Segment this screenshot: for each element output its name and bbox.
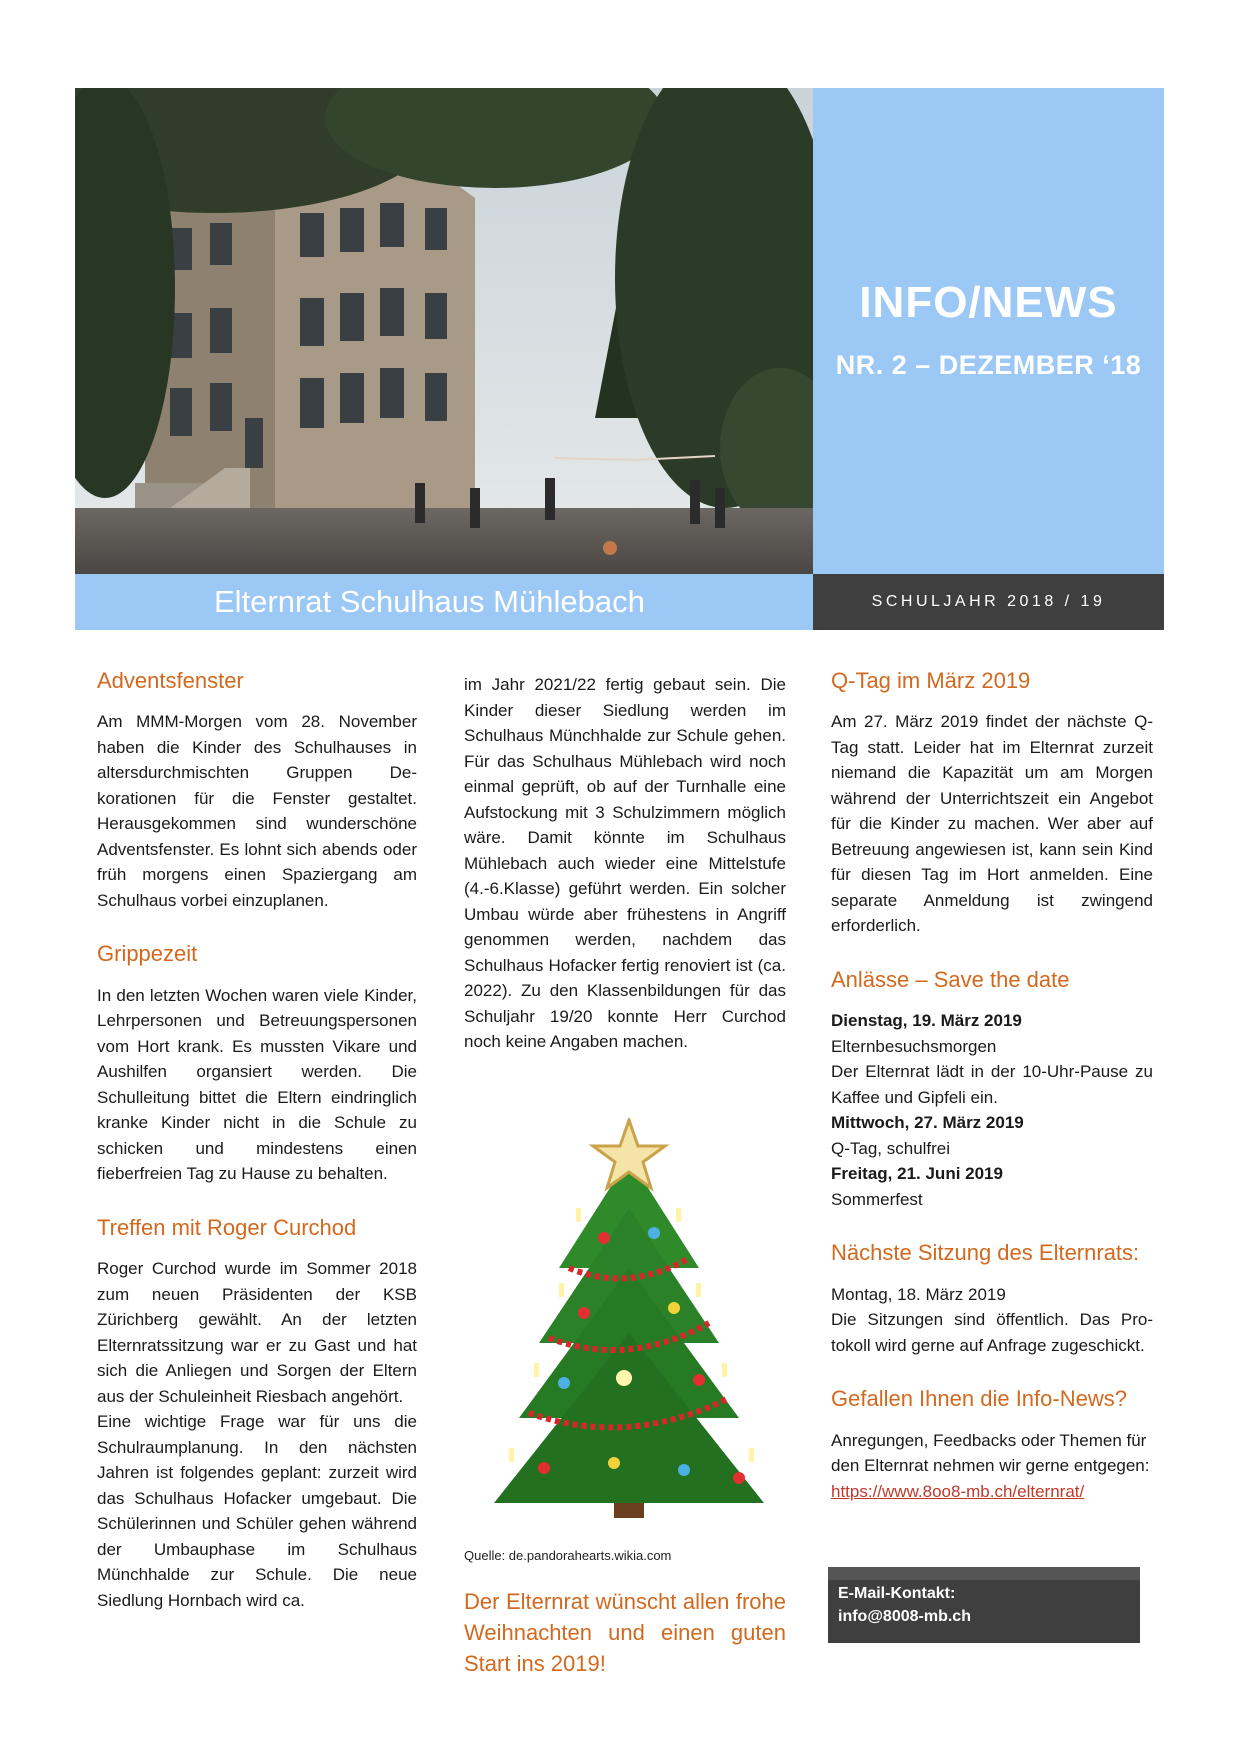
section-qtag	[831, 668, 1153, 939]
section-flu	[97, 941, 417, 1186]
event-list	[831, 1008, 1153, 1212]
section-text: Roger Curchod wurde im Sommer 2018 zum neuen Präsidenten der KSB Zürichberg gewählt. An der letzten Elternratssitzung war er zu Gast und hat sich die Anliegen und Sorgen der Eltern aus der Schuleinheit Riesbach angehört.	[97, 1259, 417, 1406]
contact-box	[828, 1567, 1140, 1643]
school-year: SCHULJAHR 2018 / 19	[871, 593, 1106, 610]
organisation-band	[75, 574, 813, 630]
event-description: Q-Tag, schulfrei	[831, 1138, 951, 1158]
event-date: Mittwoch, 27. März 2019	[831, 1113, 1024, 1133]
section-events	[831, 967, 1153, 1212]
section-text: Am MMM-Morgen vom 28. November haben die Kinder des Schulhauses in altersdurchmischten Gruppen Dekorationen für die Fenster gestaltet. Herausgekommen sind wunderschöne Adventsfenster. Es lohnt sich abends oder früh morgens einen Spaziergang am Schulhaus vorbei einzuplanen.	[97, 712, 417, 910]
school-year-band	[813, 574, 1164, 630]
section-next-meeting	[831, 1240, 1153, 1358]
section-heading: Grippezeit	[97, 941, 198, 967]
event-description: Sommerfest	[831, 1189, 923, 1209]
elternrat-link[interactable]: https://www.8oo8-mb.ch/elternrat/	[831, 1481, 1085, 1501]
column-right	[831, 668, 1153, 1532]
school-building-photo	[75, 88, 813, 574]
event-date: Dienstag, 19. März 2019	[831, 1011, 1022, 1031]
event-date: Freitag, 21. Juni 2019	[831, 1164, 1003, 1184]
contact-label: E-Mail-Kontakt:	[838, 1585, 956, 1602]
section-heading: Q-Tag im März 2019	[831, 668, 1031, 693]
section-heading: Anlässe – Save the date	[831, 966, 1070, 992]
newsletter-title: INFO/NEWS	[859, 278, 1118, 327]
section-heading: Gefallen Ihnen die Info-News?	[831, 1386, 1127, 1412]
masthead-panel	[813, 88, 1164, 574]
column-left	[97, 668, 417, 1641]
contact-email[interactable]: info@8008-mb.ch	[838, 1608, 971, 1625]
column-middle	[464, 672, 786, 1055]
contact-box-bar	[828, 1567, 1140, 1580]
continued-text: im Jahr 2021/22 fertig gebaut sein. Die Kinder dieser Siedlung werden im Schulhaus Münchhalde zur Schule gehen. Für das Schulhaus Mühlebach wird noch einmal geprüft, ob auf der Turnhalle eine Aufstockung mit 3 Schulzimmern möglich wäre. Damit könnte im Schulhaus Mühlebach auch wieder eine Mittelstufe (4.-6.Klasse) geführt werden. Ein solcher Umbau würde aber frühestens in Angriff genommen werden, nachdem das Schulhaus Hofacker fertig renoviert ist (ca. 2022). Zu den Klassenbildungen für das Schuljahr 19/20 konnte Herr Curchod noch keine Angaben machen.	[464, 675, 786, 1051]
section-text: Eine wichtige Frage war für uns die Schulraumplanung. In den nächsten Jahren ist folgendes geplant: zurzeit wird das Schulhaus Hofacker umgebaut. Die Schülerinnen und Schüler gehen während der Umbauphase im Schulhaus Münchhalde zur Schule. Die neue Siedlung Hornbach wird ca.	[97, 1412, 417, 1610]
event-description: Elternbesuchsmorgen	[831, 1036, 997, 1056]
section-text: In den letzten Wochen waren viele Kinder, Lehrpersonen und Betreuungspersonen vom Hort krank. Es mussten Vikare und Aushilfen organsiert werden. Die Schulleitung bittet die Eltern eindringlich kranke Kinder nicht in die Schule zu schicken und mindestens einen fieberfreien Tag zu Hause zu behalten.	[97, 985, 417, 1184]
christmas-tree-image	[464, 1118, 794, 1528]
section-text: Die Sitzungen sind öffentlich. Das Protokoll wird gerne auf Anfrage zugeschickt.	[831, 1310, 1153, 1355]
section-advent	[97, 668, 417, 913]
image-source: Quelle: de.pandorahearts.wikia.com	[464, 1548, 672, 1563]
meeting-date: Montag, 18. März 2019	[831, 1284, 1006, 1304]
section-feedback	[831, 1386, 1153, 1504]
holiday-wish: Der Elternrat wünscht allen frohe Weihnachten und einen guten Start ins 2019!	[464, 1589, 786, 1676]
section-heading: Treffen mit Roger Curchod	[97, 1214, 357, 1240]
section-heading: Adventsfenster	[97, 668, 244, 693]
section-heading: Nächste Sitzung des Elternrats:	[831, 1240, 1140, 1266]
issue-number: NR. 2 – DEZEMBER ‘18	[835, 350, 1142, 380]
feedback-text	[831, 1428, 1153, 1505]
section-text: Am 27. März 2019 findet der nächste Q-Tag statt. Leider hat im Elternrat zurzeit niemand die Kapazität um am Morgen während der Unterrichtszeit ein Angebot für die Kinder zu machen. Wer aber auf Betreuung angewiesen ist, kann sein Kind für diesen Tag im Hort anmelden. Eine separate Anmeldung ist zwingend erforderlich.	[831, 712, 1153, 936]
event-note: Der Elternrat lädt in der 10-Uhr-Pause zu Kaffee und Gipfeli ein.	[831, 1062, 1153, 1107]
section-meeting	[97, 1215, 417, 1613]
feedback-prompt: Anregungen, Feedbacks oder Themen für den Elternrat nehmen wir gerne entgegen:	[831, 1430, 1150, 1476]
organisation-name: Elternrat Schulhaus Mühlebach	[214, 584, 645, 619]
